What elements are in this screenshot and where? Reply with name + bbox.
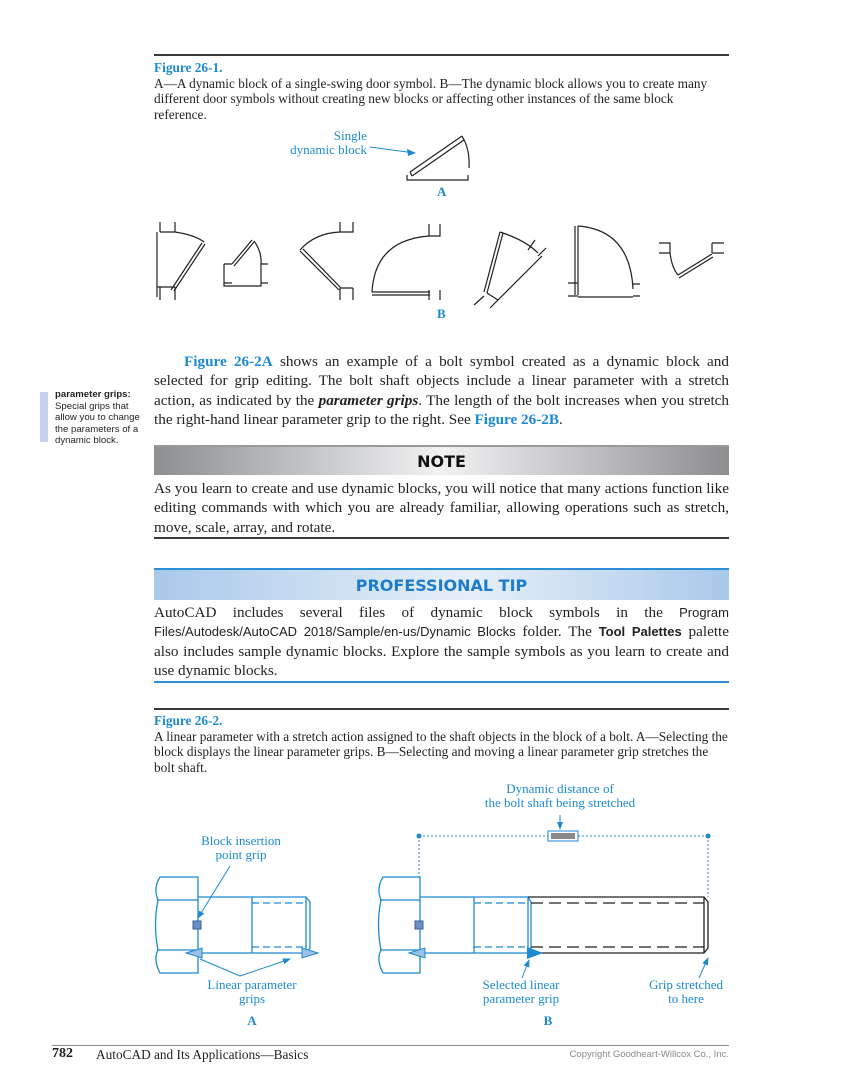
block-insertion-label-1: Block insertion [201,833,281,848]
bolt-a [156,877,311,973]
dynamic-distance-label-2: the bolt shaft being stretched [484,795,636,810]
dynamic-distance-value [551,833,575,839]
dynamic-distance-label-1: Dynamic distance of [506,781,614,796]
tip-text-part: folder. The [515,623,599,641]
part-b-label: B [543,1013,553,1028]
paragraph-text: shows an example of a bolt symbol created as a dynamic block and selected for grip editing. The bolt shaft objects include a linear parameter with a stretch action, as indicated by the [154,353,729,409]
selected-linear-grip[interactable] [527,947,543,959]
linear-grips-label-1: Linear parameter [207,977,297,992]
part-b-label: B [437,306,446,321]
copyright: Copyright Goodheart-Willcox Co., Inc. [569,1049,729,1060]
page-number: 782 [52,1046,73,1061]
figure-title: Figure 26-1. [154,60,223,75]
selected-grip-label-1: Selected linear [482,977,560,992]
note-banner: NOTE [154,445,729,475]
tip-text-part: AutoCAD includes several files of dynamic block symbols in the [154,604,680,621]
book-title: AutoCAD and Its Applications—Basics [96,1047,309,1062]
single-label-line2: dynamic block [290,142,367,157]
note-text: As you learn to create and use dynamic blocks, you will notice that many actions function like editing commands with which you are already familiar, allowing operations such as stretch, move, scale, array, and rotate. [154,480,729,536]
figure-title: Figure 26-2. [154,713,223,728]
margin-term: parameter grips: [55,389,131,400]
tool-palettes-name: Tool Palettes [598,624,682,640]
part-a-label: A [247,1013,257,1028]
paragraph-text: . [559,410,563,428]
grip-stretched-label-2: to here [668,991,704,1006]
figure-26-2b-link[interactable]: Figure 26-2B [474,410,560,428]
footer-rule [52,1045,729,1046]
leader-arrow [198,866,230,918]
figure-26-2a-link[interactable]: Figure 26-2A [184,353,273,370]
leader-arrow [699,958,708,978]
part-a-label: A [437,184,447,199]
insertion-grip[interactable] [193,921,201,929]
bolt-b [379,836,709,973]
dimension-endpoint [417,834,422,839]
selected-grip-label-2: parameter grip [482,991,560,1006]
tip-text-part: palette also includes sample dynamic blocks. Explore the sample symbols as you learn to create and use dynamic blocks. [154,623,730,679]
figure-caption-text: A—A dynamic block of a single-swing door symbol. B—The dynamic block allows you to create many different door symbols without creating new blocks or affecting other instances of the same block reference. [154,75,708,122]
leader-arrow [522,960,529,978]
key-term: parameter grips [318,391,419,409]
margin-definition-text: Special grips that allow you to change the parameters of a dynamic block. [55,400,140,447]
folder-path: Program Files/Autodesk/AutoCAD 2018/Sample/en-us/Dynamic Blocks [154,605,729,640]
block-insertion-label-2: point grip [215,847,267,862]
linear-grips-label-2: grips [239,991,265,1006]
leader-arrow [200,959,290,976]
figure-caption-text: A linear parameter with a stretch action assigned to the shaft objects in the block of a bolt. A—Selecting the block displays the linear parameter grips. B—Selecting and moving a linear parameter grip stretches the bolt shaft. [154,728,728,775]
professional-tip-banner: PROFESSIONAL TIP [154,568,729,600]
insertion-grip[interactable] [415,921,423,929]
paragraph-text: . The length of the bolt increases when you stretch the right-hand linear parameter grip to the right. See [154,391,729,428]
linear-grip-right[interactable] [302,948,318,958]
dimension-endpoint [706,834,711,839]
grip-stretched-label-1: Grip stretched [648,977,724,992]
single-label-line1: Single [333,128,367,143]
